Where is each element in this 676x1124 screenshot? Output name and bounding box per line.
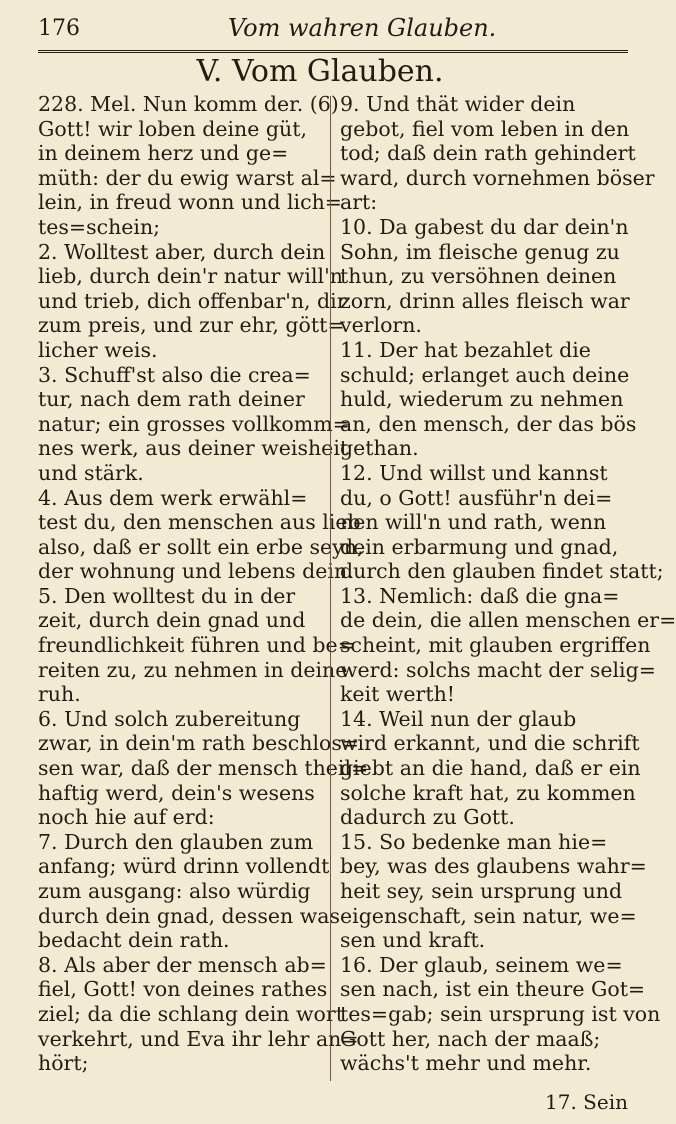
right-text-line: heit sey, sein ursprung und [340,879,623,903]
left-text-line: 7. Durch den glauben zum [38,829,314,854]
left-text-line: lieb, durch dein'r natur will'n [38,264,343,289]
right-text-line: ward, durch vornehmen böser [340,165,655,190]
right-column [340,92,676,1076]
right-text-line: solche kraft hat, zu kommen [340,780,636,805]
section-title: V. Vom Glauben. [196,54,444,89]
right-text-line: verlorn. [340,313,422,338]
right-text-line: wird erkannt, und die schrift [340,731,640,756]
right-text-line: 15. So bedenke man hie= [340,829,608,854]
left-text-line: zeit, durch dein gnad und [38,608,306,633]
running-title: Vom wahren Glauben. [228,14,497,42]
right-text-line: art: [340,190,378,215]
left-text-line: freundlichkeit führen und be= [38,633,355,658]
left-text-line: anfang; würd drinn vollendt [38,854,330,879]
left-text-line: 8. Als aber der mensch ab= [38,952,327,977]
right-text-line: 9. Und thät wider dein [340,92,576,116]
right-text-line: 14. Weil nun der glaub [340,706,577,731]
right-text-line: Sohn, im fleische genug zu [340,239,620,264]
column-divider [330,96,331,1081]
left-text-line: bedacht dein rath. [38,928,230,953]
right-text-line: 16. Der glaub, seinem we= [340,952,623,977]
left-text-line: sen war, daß der mensch theil= [38,756,369,781]
left-text-line: verkehrt, und Eva ihr lehr an= [38,1026,359,1051]
right-text-line: de dein, die allen menschen er= [340,608,676,633]
right-text-line: bey, was des glaubens wahr= [340,854,647,879]
left-text-line: hört; [38,1051,89,1076]
catchword: 17. Sein [545,1090,628,1114]
right-text-line: dein erbarmung und gnad, [340,534,619,559]
right-text-line: nen will'n und rath, wenn [340,510,607,535]
right-text-line: thun, zu versöhnen deinen [340,264,617,289]
left-text-line: 3. Schuff'st also die crea= [38,362,311,387]
right-text-line: an, den mensch, der das bös [340,411,637,436]
right-text-line: 13. Nemlich: daß die gna= [340,583,620,608]
left-text-line: ruh. [38,682,81,707]
right-text-line: werd: solchs macht der selig= [340,657,656,682]
left-text-line: müth: der du ewig warst al= [38,165,337,190]
left-text-line: 228. Mel. Nun komm der. (6) [38,92,339,116]
left-text-line: 2. Wolltest aber, durch dein [38,239,326,264]
right-text-line: dadurch zu Gott. [340,805,515,830]
right-text-line: tod; daß dein rath gehindert [340,141,636,166]
left-text-line: reiten zu, zu nehmen in deine [38,657,348,682]
left-text-line: und trieb, dich offenbar'n, dir [38,288,347,313]
left-text-line: ziel; da die schlang dein wort [38,1001,344,1026]
left-text-line: 6. Und solch zubereitung [38,706,301,731]
page-number: 176 [38,16,80,41]
right-text-line: sen nach, ist ein theure Got= [340,977,646,1002]
right-text-line: zorn, drinn alles fleisch war [340,288,630,313]
page-header [38,8,628,48]
right-text-line: sen und kraft. [340,928,486,953]
right-text-line: tes=gab; sein ursprung ist von [340,1001,661,1026]
left-text-line: in deinem herz und ge= [38,141,289,166]
left-text-line: der wohnung und lebens dein. [38,559,354,584]
right-text-line: wächs't mehr und mehr. [340,1051,592,1076]
left-text-line: licher weis. [38,337,158,362]
left-text-line: durch dein gnad, dessen was [38,903,340,928]
left-text-line: zum ausgang: also würdig [38,879,311,903]
header-rule [38,50,628,53]
right-text-line: gebot, fiel vom leben in den [340,116,630,141]
left-text-line: also, daß er sollt ein erbe seyn, [38,534,364,559]
left-text-line: nes werk, aus deiner weisheit [38,436,349,461]
right-text-line: du, o Gott! ausführ'n dei= [340,485,613,510]
left-text-line: test du, den menschen aus lieb [38,510,361,535]
left-text-line: noch hie auf erd: [38,805,215,830]
left-text-line: zwar, in dein'm rath beschlos= [38,731,360,756]
right-text-line: Gott her, nach der maaß; [340,1026,601,1051]
right-text-line: scheint, mit glauben ergriffen [340,633,651,658]
left-text-line: fiel, Gott! von deines rathes [38,977,328,1002]
right-text-line: 12. Und willst und kannst [340,460,608,485]
left-text-line: natur; ein grosses vollkomm= [38,411,350,436]
right-text-line: eigenschaft, sein natur, we= [340,903,637,928]
left-text-line: lein, in freud wonn und lich= [38,190,342,215]
right-text-line: 10. Da gabest du dar dein'n [340,214,629,239]
right-text-line: huld, wiederum zu nehmen [340,387,624,412]
right-text-line: keit werth! [340,682,456,707]
right-text-line: gethan. [340,436,419,461]
right-text-line: durch den glauben findet statt; [340,559,664,584]
right-text-line: schuld; erlanget auch deine [340,362,630,387]
left-text-line: haftig werd, dein's wesens [38,780,315,805]
left-text-line: Gott! wir loben deine güt, [38,116,307,141]
left-text-line: zum preis, und zur ehr, gött= [38,313,345,338]
right-text-line: 11. Der hat bezahlet die [340,337,591,362]
left-text-line: und stärk. [38,460,144,485]
left-text-line: tes=schein; [38,214,161,239]
left-text-line: 4. Aus dem werk erwähl= [38,485,308,510]
right-text-line: giebt an die hand, daß er ein [340,756,641,781]
left-text-line: tur, nach dem rath deiner [38,387,305,412]
left-text-line: 5. Den wolltest du in der [38,583,296,608]
